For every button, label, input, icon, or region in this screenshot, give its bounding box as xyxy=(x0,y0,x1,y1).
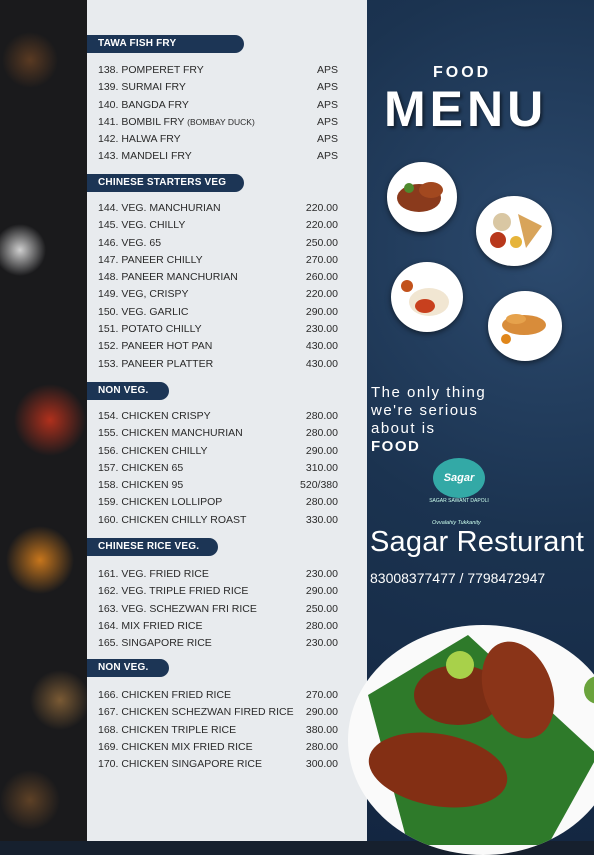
item-name: 138. POMPERET FRY xyxy=(98,64,204,76)
dish-photo-rice xyxy=(391,262,463,332)
item-name: 143. MANDELI FRY xyxy=(98,150,192,163)
menu-item xyxy=(98,704,340,721)
item-price: 430.00 xyxy=(305,340,338,353)
item-price: 290.00 xyxy=(305,444,338,457)
menu-item xyxy=(98,131,340,148)
item-name: 153. PANEER PLATTER xyxy=(98,357,214,370)
item-price: 310.00 xyxy=(305,461,338,474)
section-items-tawa-fish-fry xyxy=(98,62,340,166)
item-price: 270.00 xyxy=(305,253,338,266)
tagline-line-2: we're serious xyxy=(371,402,479,419)
item-name: 167. CHICKEN SCHEZWAN FIRED RICE xyxy=(98,706,294,719)
item-price: 290.00 xyxy=(305,585,338,598)
item-price: 280.00 xyxy=(305,619,338,632)
item-price: 280.00 xyxy=(305,496,338,509)
item-price: 230.00 xyxy=(305,568,338,580)
menu-item xyxy=(98,304,340,321)
section-items-non-veg-rice xyxy=(98,687,340,773)
menu-item xyxy=(98,286,340,303)
menu-item xyxy=(98,583,340,600)
menu-item xyxy=(98,338,340,355)
menu-item xyxy=(98,408,340,425)
item-name: 147. PANEER CHILLY xyxy=(98,253,203,266)
logo-tagline: Ovvalahiy Tukkanity xyxy=(432,520,481,526)
item-price: 220.00 xyxy=(305,288,338,301)
item-name: 161. VEG. FRIED RICE xyxy=(98,568,209,580)
item-name: 151. POTATO CHILLY xyxy=(98,323,202,336)
item-name: 154. CHICKEN CRISPY xyxy=(98,410,211,422)
item-subtitle: (BOMBAY DUCK) xyxy=(187,116,255,127)
item-name: 169. CHICKEN MIX FRIED RICE xyxy=(98,740,253,753)
menu-item xyxy=(98,687,340,704)
item-name: 152. PANEER HOT PAN xyxy=(98,340,213,353)
item-name: 165. SINGAPORE RICE xyxy=(98,637,212,650)
menu-item xyxy=(98,722,340,739)
item-name: 160. CHICKEN CHILLY ROAST xyxy=(98,513,247,526)
item-name: 166. CHICKEN FRIED RICE xyxy=(98,689,232,701)
item-price: APS xyxy=(316,64,338,76)
item-name: 149. VEG, CRISPY xyxy=(98,288,189,301)
fried-chicken-image xyxy=(490,293,560,359)
menu-item xyxy=(98,601,340,618)
item-name: 148. PANEER MANCHURIAN xyxy=(98,271,238,284)
menu-item xyxy=(98,217,340,234)
menu-item xyxy=(98,477,340,494)
item-price: 430.00 xyxy=(305,357,338,370)
item-name: 163. VEG. SCHEZWAN FRI RICE xyxy=(98,602,257,615)
menu-item xyxy=(98,739,340,756)
menu-item xyxy=(98,148,340,165)
menu-item xyxy=(98,356,340,373)
menu-item xyxy=(98,635,340,652)
menu-item xyxy=(98,79,340,96)
menu-item xyxy=(98,321,340,338)
rice-image xyxy=(393,264,461,330)
item-name: 141. BOMBIL FRY xyxy=(98,115,185,128)
restaurant-name: Sagar Resturant xyxy=(370,526,585,558)
item-price: 290.00 xyxy=(305,305,338,318)
menu-item xyxy=(98,97,340,114)
item-price: APS xyxy=(316,150,338,163)
spice-background-image xyxy=(0,0,87,841)
item-name: 146. VEG. 65 xyxy=(98,236,162,249)
item-price: APS xyxy=(316,81,338,94)
section-header-chinese-rice-veg: CHINESE RICE VEG. xyxy=(87,538,218,556)
item-name: 157. CHICKEN 65 xyxy=(98,461,184,474)
item-price: 230.00 xyxy=(305,323,338,336)
item-name: 164. MIX FRIED RICE xyxy=(98,619,203,632)
item-name: 140. BANGDA FRY xyxy=(98,98,189,111)
menu-item xyxy=(98,756,340,773)
section-header-non-veg-rice: NON VEG. xyxy=(87,659,169,677)
item-name: 170. CHICKEN SINGAPORE RICE xyxy=(98,758,262,771)
menu-item xyxy=(98,425,340,442)
menu-item xyxy=(98,235,340,252)
menu-item xyxy=(98,200,340,217)
item-price: 250.00 xyxy=(305,602,338,615)
menu-item xyxy=(98,62,340,79)
menu-item xyxy=(98,512,340,529)
item-price: 280.00 xyxy=(305,410,338,422)
logo-caption: SAGAR SAWANT DAPOLI xyxy=(429,498,489,504)
menu-item xyxy=(98,252,340,269)
menu-item xyxy=(98,269,340,286)
item-price: APS xyxy=(316,133,338,146)
item-price: 230.00 xyxy=(305,637,338,650)
section-header-non-veg-starters: NON VEG. xyxy=(87,382,169,400)
menu-item xyxy=(98,494,340,511)
item-price: 280.00 xyxy=(305,740,338,753)
item-price: 380.00 xyxy=(305,723,338,736)
item-price: 270.00 xyxy=(305,689,338,701)
item-name: 168. CHICKEN TRIPLE RICE xyxy=(98,723,237,736)
tagline-bold: FOOD xyxy=(371,438,421,455)
item-name: 156. CHICKEN CHILLY xyxy=(98,444,208,457)
restaurant-logo: Sagar xyxy=(433,458,485,498)
tagline-line-1: The only thing xyxy=(371,384,487,401)
menu-item xyxy=(98,460,340,477)
dish-photo-fried-chicken xyxy=(488,291,562,361)
item-price: 300.00 xyxy=(305,758,338,771)
item-price: 250.00 xyxy=(305,236,338,249)
item-name: 155. CHICKEN MANCHURIAN xyxy=(98,427,243,440)
item-price: APS xyxy=(316,98,338,111)
menu-item xyxy=(98,566,340,583)
dish-photo-thali xyxy=(476,196,552,266)
food-heading: FOOD xyxy=(433,64,492,81)
item-price: 220.00 xyxy=(305,202,338,214)
item-name: 162. VEG. TRIPLE FRIED RICE xyxy=(98,585,249,598)
item-price: 290.00 xyxy=(305,706,338,719)
item-price: APS xyxy=(316,115,338,128)
fish-plate-image xyxy=(389,164,455,230)
section-items-non-veg-starters xyxy=(98,408,340,529)
thali-image xyxy=(478,198,550,264)
menu-item xyxy=(98,618,340,635)
section-header-chinese-starters-veg: CHINESE STARTERS VEG xyxy=(87,174,244,192)
menu-item xyxy=(98,443,340,460)
section-items-chinese-rice-veg xyxy=(98,566,340,652)
section-items-chinese-starters-veg xyxy=(98,200,340,373)
tagline-line-3: about is xyxy=(371,420,436,437)
menu-item xyxy=(98,114,340,131)
phone-numbers: 83008377477 / 7798472947 xyxy=(370,570,546,586)
item-price: 220.00 xyxy=(305,219,338,232)
item-name: 158. CHICKEN 95 xyxy=(98,479,184,492)
section-header-tawa-fish-fry: TAWA FISH FRY xyxy=(87,35,244,53)
item-name: 150. VEG. GARLIC xyxy=(98,305,189,318)
menu-heading: MENU xyxy=(384,81,548,137)
item-name: 139. SURMAI FRY xyxy=(98,81,186,94)
item-name: 145. VEG. CHILLY xyxy=(98,219,186,232)
item-price: 520/380 xyxy=(300,479,338,492)
item-price: 260.00 xyxy=(305,271,338,284)
item-name: 142. HALWA FRY xyxy=(98,133,181,146)
item-price: 280.00 xyxy=(305,427,338,440)
item-name: 159. CHICKEN LOLLIPOP xyxy=(98,496,223,509)
tagline xyxy=(371,384,486,456)
item-price: 330.00 xyxy=(305,513,338,526)
item-name: 144. VEG. MANCHURIAN xyxy=(98,202,221,214)
dish-photo-fish-plate xyxy=(387,162,457,232)
